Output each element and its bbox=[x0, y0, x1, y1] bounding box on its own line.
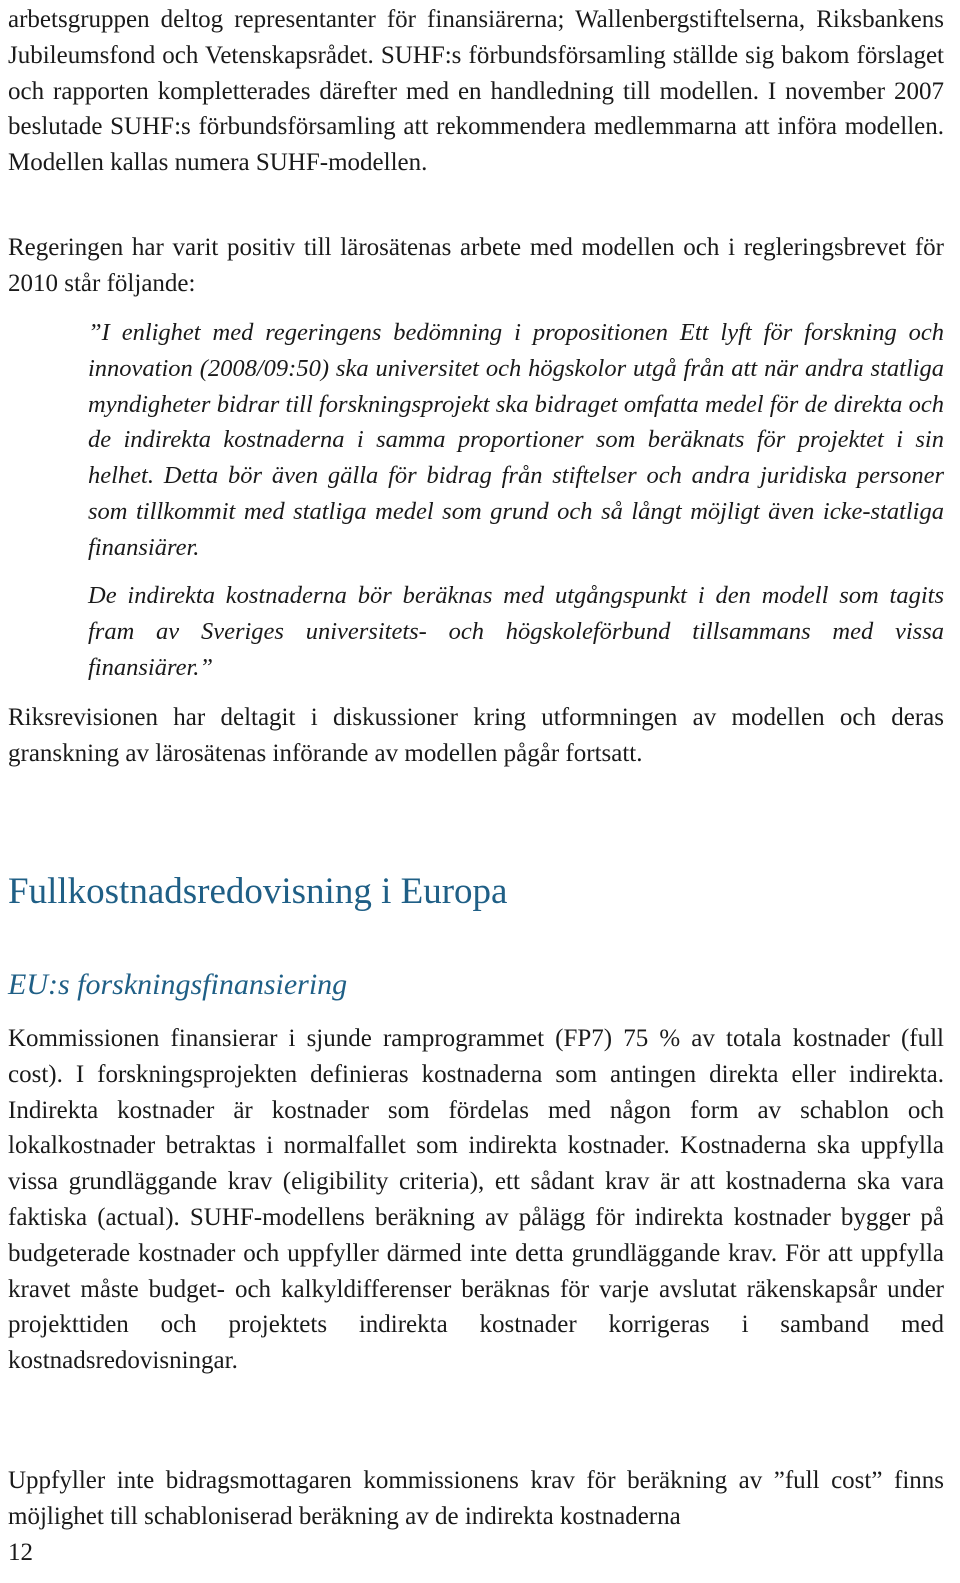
paragraph-riksrevisionen: Riksrevisionen har deltagit i diskussioner kring utformningen av modellen och deras granskning av lärosätenas införande av modellen pågår fortsatt. bbox=[8, 704, 944, 767]
section-heading: Fullkostnadsredovisning i Europa bbox=[8, 871, 508, 912]
paragraph-government: Regeringen har varit positiv till lärosätenas arbete med modellen och i regleringsbrevet för 2010 står följande: bbox=[8, 234, 944, 297]
quote-indirect-costs: De indirekta kostnaderna bör beräknas med utgångspunkt i den modell som tagits fram av Sveriges universitets- och högskoleförbund tillsammans med vissa finansiärer.” bbox=[88, 582, 944, 681]
paragraph-suhf-model: arbetsgruppen deltog representanter för finansiärerna; Wallenbergstiftelserna, Riksbankens Jubileumsfond och Vetenskapsrådet. SUHF:s förbundsförsamling ställde sig bakom förslaget och rapporten kompletterades därefter med en handledning till modellen. I november 2007 beslutade SUHF:s förbundsförsamling att rekommendera medlemmarna att införa modellen. Modellen kallas numera SUHF-modellen. bbox=[8, 6, 944, 177]
quote-regleringsbrev: ”I enlighet med regeringens bedömning i propositionen Ett lyft för forskning och innovation (2008/09:50) ska universitet och högskolor utgå från att när andra statliga myndigheter bidrar till forskningsprojekt ska bidraget omfatta medel för de direkta och de indirekta kostnaderna i samma proportioner som beräknats för projektet i sin helhet. Detta bör även gälla för bidrag från stiftelser och andra juridiska personer som tillkommit med statliga medel som grund och så långt möjligt även icke-statliga finansiärer. bbox=[88, 319, 944, 561]
subsection-heading: EU:s forskningsfinansiering bbox=[8, 968, 348, 1001]
paragraph-commission: Kommissionen finansierar i sjunde ramprogrammet (FP7) 75 % av totala kostnader (full cost). I forskningsprojekten definieras kostnaderna som antingen direkta eller indirekta. Indirekta kostnader är kostnader som fördelas med någon form av schablon och lokalkostnader betraktas i normalfallet som indirekta kostnader. Kostnaderna ska uppfylla vissa grundläggande krav (eligibility criteria), ett sådant krav är att kostnaderna ska vara faktiska (actual). SUHF-modellens beräkning av pålägg för indirekta kostnader bygger på budgeterade kostnader och uppfyller därmed inte detta grundläggande krav. För att uppfylla kravet måste budget- och kalkyldifferenser beräknas för varje avslutat räkenskapsår under projekttiden och projektets indirekta kostnader korrigeras i samband med kostnadsredovisningar. bbox=[8, 1025, 944, 1375]
paragraph-full-cost: Uppfyller inte bidragsmottagaren kommissionens krav för beräkning av ”full cost” finns möjlighet till schabloniserad beräkning av de indirekta kostnaderna bbox=[8, 1467, 944, 1530]
page-number: 12 bbox=[8, 1539, 33, 1566]
